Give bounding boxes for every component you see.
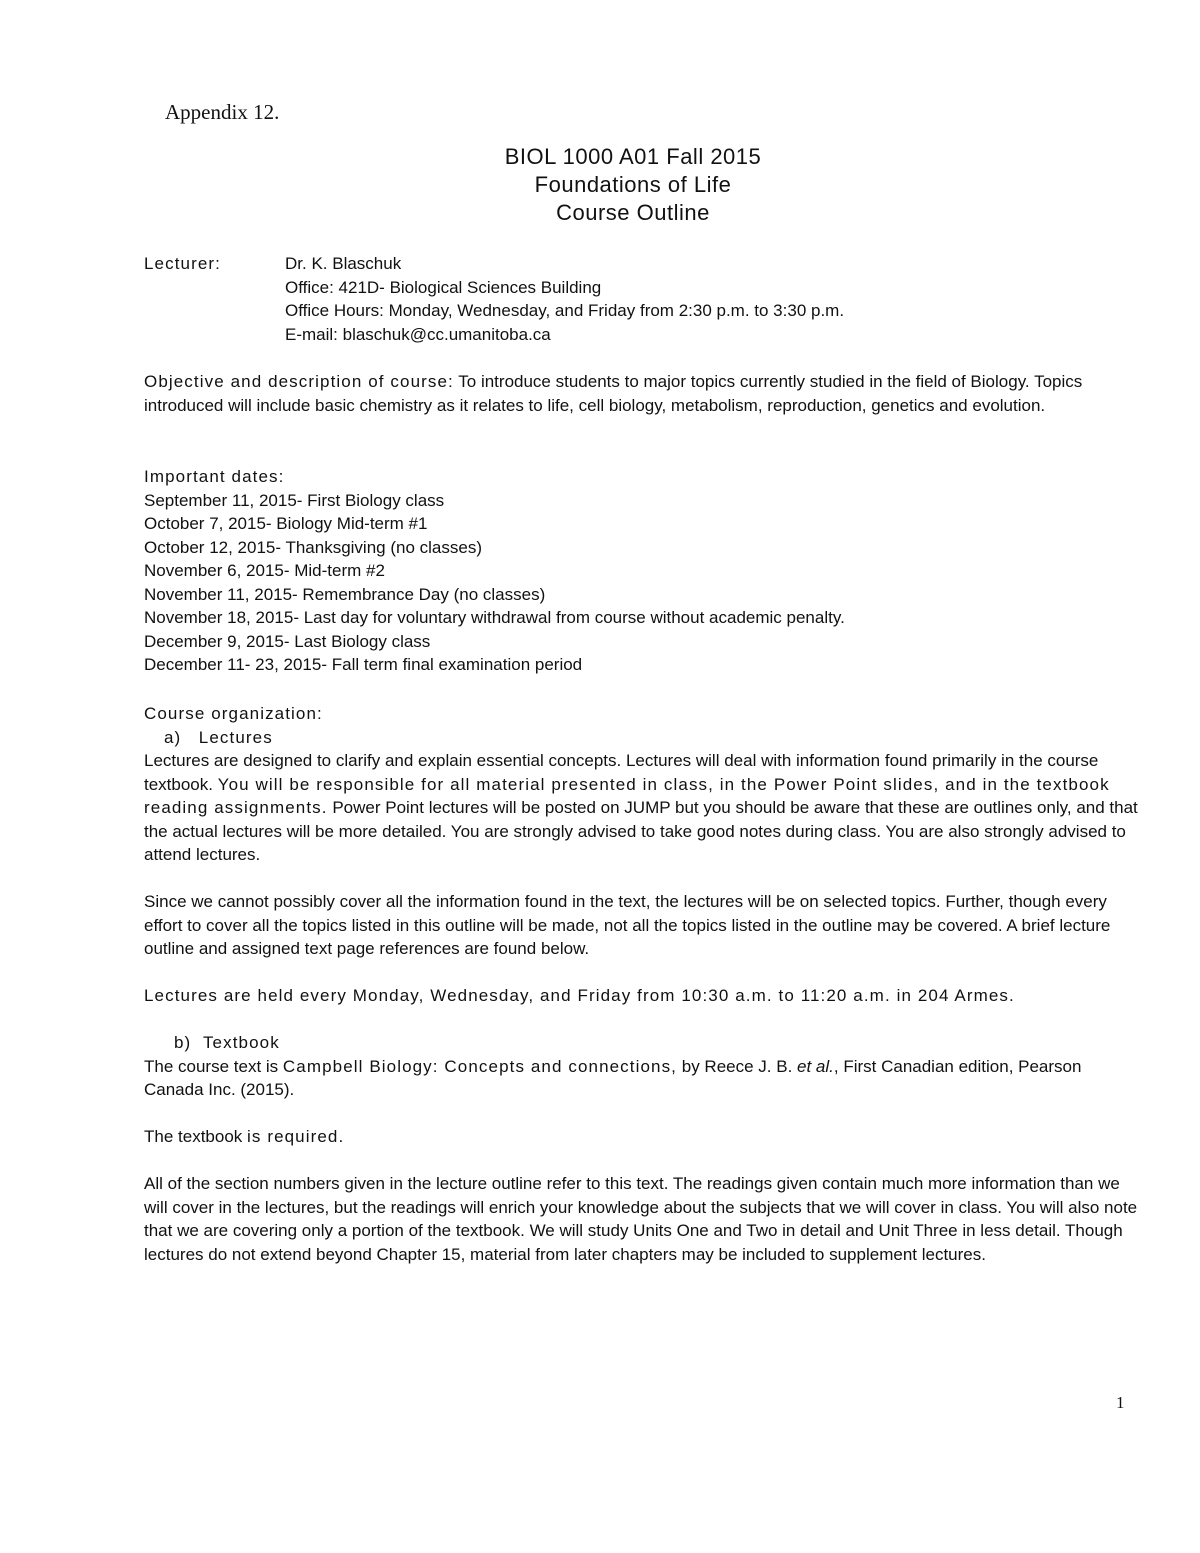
course-header [0,143,1200,227]
textbook-required [144,1125,1144,1149]
course-code: BIOL 1000 A01 Fall 2015 [504,144,762,169]
lecturer-row [144,252,1144,276]
organization-label: Course organization: [144,704,323,723]
textbook-required-emph: is required. [247,1127,345,1146]
objective-section [144,370,1144,417]
textbook-required-lead: The textbook [144,1127,248,1146]
lectures-text: Lectures are designed to clarify and explain essential concepts. Lectures will deal with information found primarily in the course textbook. [144,751,1099,794]
appendix-label: Appendix 12. [165,100,280,124]
date-item: December 11- 23, 2015- Fall term final examination period [144,655,583,674]
office-location: Office: 421D- Biological Sciences Building [285,277,602,297]
lecturer-section [144,252,1144,346]
readings-paragraph: All of the section numbers given in the lecture outline refer to this text. The readings given contain much more information than we will cover in the lectures, but the readings will enrich your knowledge about the subjects that we will cover in class. You will also note that we are covering only a portion of the textbook. We will study Units One and Two in detail and Unit Three in less detail. Though lectures do not extend beyond Chapter 15, material from later chapters may be included to supplement lectures. [144,1174,1138,1264]
date-item: November 11, 2015- Remembrance Day (no classes) [144,584,546,604]
date-item: October 12, 2015- Thanksgiving (no classes) [144,537,482,557]
objective-text: To introduce students to major topics currently studied in the field of Biology. Topics introduced will include basic chemistry as it relates to life, cell biology, metabolism, reproduction, genetics and evolution. [144,372,1083,415]
page-number: 1 [1116,1393,1125,1412]
course-title: Foundations of Life [534,172,732,197]
textbook-paragraph [144,1055,1144,1102]
objective-label: Objective and description of course: [144,372,454,391]
office-hours: Office Hours: Monday, Wednesday, and Friday from 2:30 p.m. to 3:30 p.m. [285,301,845,320]
responsibility-text: You will be responsible for all material presented in class, in the Power Point slides, and in the textbook reading assignments. [144,774,1110,817]
lecturer-label: Lecturer: [144,254,221,273]
lectures-heading: a) Lectures [164,727,273,747]
outline-subtitle: Course Outline [556,200,710,225]
date-item: September 11, 2015- First Biology class [144,490,445,510]
textbook-heading: b) Textbook [174,1033,280,1052]
date-item: November 6, 2015- Mid-term #2 [144,561,385,580]
lectures-coverage-paragraph: Since we cannot possibly cover all the information found in the text, the lectures will be on selected topics. Further, though every effort to cover all the topics listed in this outline will be made, not all the topics listed in the outline may be covered. A brief lecture outline and assigned text page references are found below. [144,892,1111,958]
textbook-title: Campbell Biology: Concepts and connections, [282,1056,678,1076]
lectures-paragraph [144,749,1144,867]
date-item: October 7, 2015- Biology Mid-term #1 [144,514,428,533]
lecturer-name: Dr. K. Blaschuk [285,254,402,273]
textbook-edition: , First Canadian edition, Pearson Canada Inc. (2015). [144,1056,1082,1099]
et-al: et al. [797,1056,834,1076]
important-dates-section [144,465,1144,677]
lectures-text-cont: Power Point lectures will be posted on JUMP but you should be aware that these are outlines only, and that the actual lectures will be more detailed. You are strongly advised to take good notes during class. You are also strongly advised to attend lectures. [144,798,1138,864]
email-address: E-mail: blaschuk@cc.umanitoba.ca [285,324,551,344]
date-item: December 9, 2015- Last Biology class [144,631,431,651]
dates-label: Important dates: [144,467,285,486]
lecture-schedule: Lectures are held every Monday, Wednesday, and Friday from 10:30 a.m. to 11:20 a.m. in 204 Armes. [144,986,1015,1005]
course-organization-section [144,702,1144,1266]
date-item: November 18, 2015- Last day for voluntary withdrawal from course without academic penalty. [144,608,845,627]
textbook-text: The course text is [144,1056,283,1076]
textbook-author: by Reece J. B. [677,1056,798,1076]
